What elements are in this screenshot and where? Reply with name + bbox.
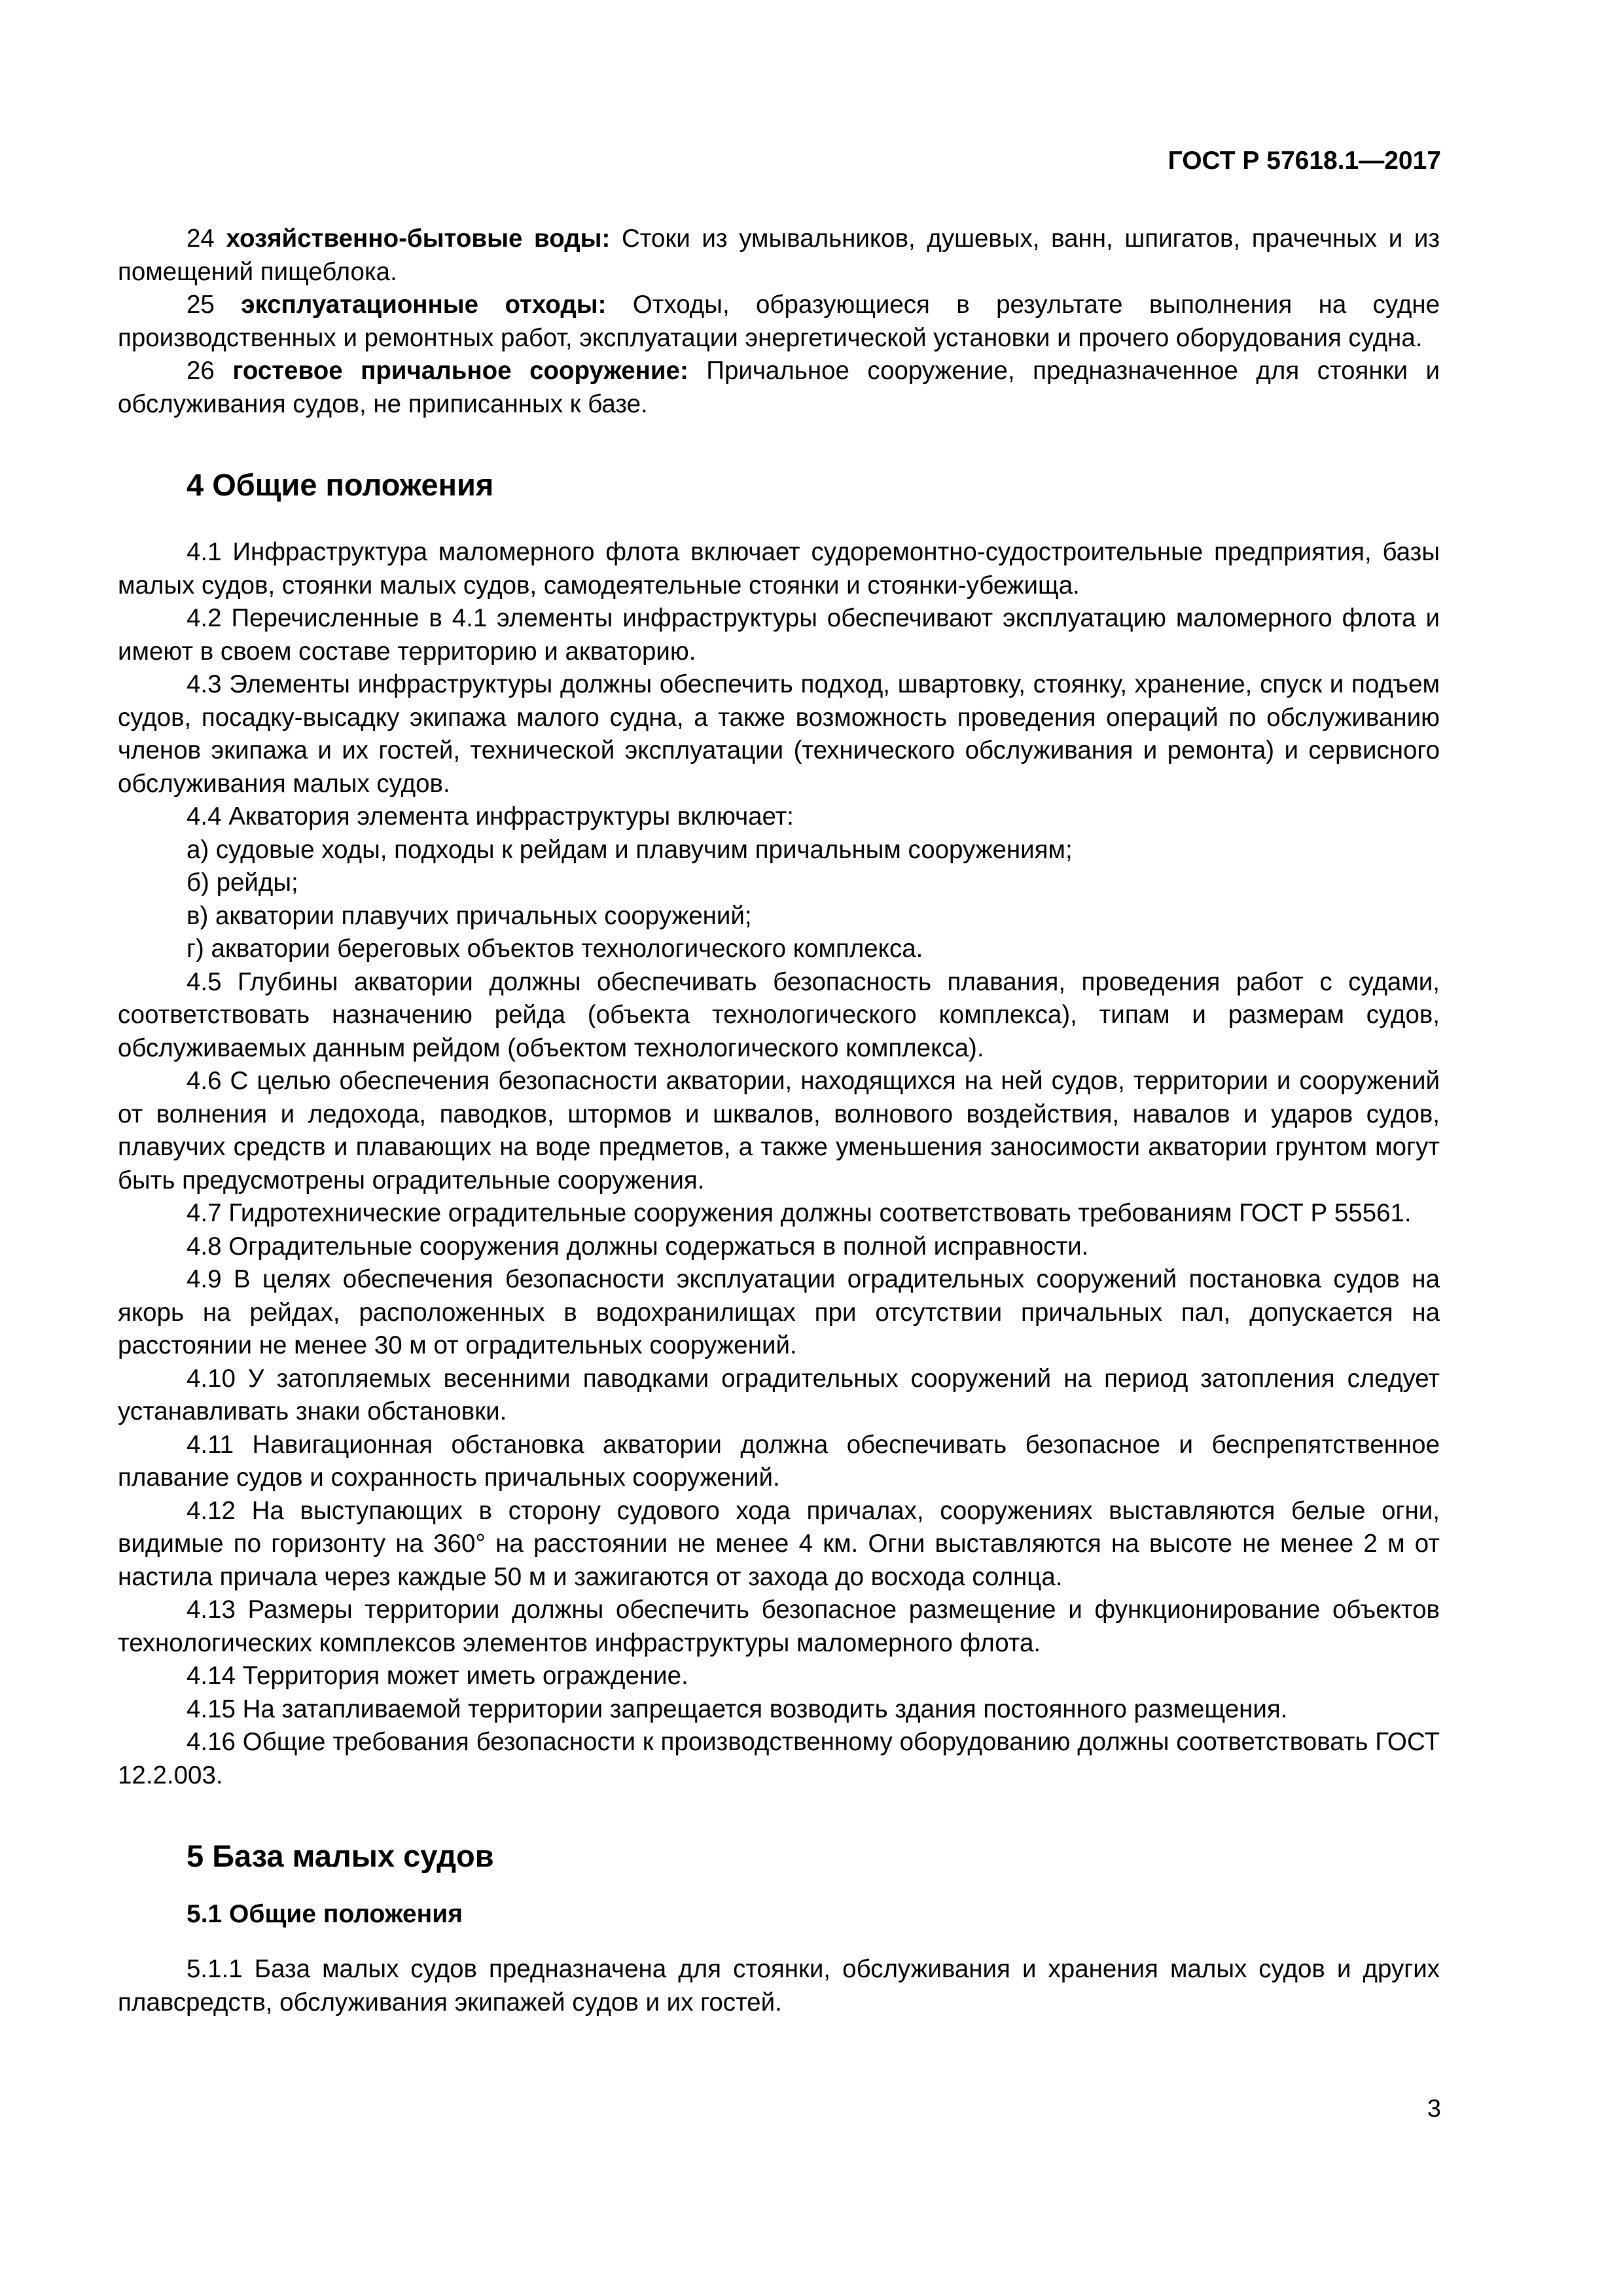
paragraph-4-9: 4.9 В целях обеспечения безопасности эксплуатации оградительных сооружений постановка судов на якорь на рейдах, расположенных в водохранилищах при отсутствии причальных пал, допускается на расстоянии не менее 30 м от оградительных сооружений. <box>118 1265 1440 1359</box>
definition-number: 25 <box>187 291 215 319</box>
definition-term: гостевое причальное сооружение: <box>232 357 688 385</box>
paragraph-4-3: 4.3 Элементы инфраструктуры должны обеспечить подход, швартовку, стоянку, хранение, спуск и подъем судов, посадку-высадку экипажа малого судна, а также возможность проведения операций по обслуживанию членов экипажа и их гостей, технической эксплуатации (технического обслуживания и ремонта) и сервисного обслуживания малых судов. <box>118 670 1440 798</box>
paragraph-5-1-1: 5.1.1 База малых судов предназначена для стоянки, обслуживания и хранения малых судов и других плавсредств, обслуживания экипажей судов и их гостей. <box>118 1955 1440 2017</box>
definition-number: 24 <box>187 224 215 253</box>
paragraph-4-7: 4.7 Гидротехнические оградительные сооружения должны соответствовать требованиям ГОСТ Р 55561. <box>187 1199 1412 1227</box>
definition-25 <box>118 289 1440 355</box>
list-item-b: б) рейды; <box>187 869 298 897</box>
paragraph-4-11: 4.11 Навигационная обстановка акватории должна обеспечивать безопасное и беспрепятственное плавание судов и сохранность причальных сооружений. <box>118 1430 1440 1492</box>
paragraph-4-14: 4.14 Территория может иметь ограждение. <box>187 1662 688 1690</box>
section-4-heading: 4 Общие положения <box>187 467 494 502</box>
definition-24 <box>118 223 1440 289</box>
definition-text: Причальное сооружение, предназначенное для стоянки и обслуживания судов, не приписанных к базе. <box>118 357 1440 418</box>
paragraph-4-8: 4.8 Оградительные сооружения должны содержаться в полной исправности. <box>187 1232 1089 1261</box>
list-item-a: а) судовые ходы, подходы к рейдам и плавучим причальным сооружениям; <box>187 835 1073 864</box>
definition-term: хозяйственно-бытовые воды: <box>226 224 611 253</box>
page-number: 3 <box>1427 2095 1441 2123</box>
list-item-v: в) акватории плавучих причальных сооружений; <box>187 901 752 930</box>
paragraph-4-5: 4.5 Глубины акватории должны обеспечивать безопасность плавания, проведения работ с судами, соответствовать назначению рейда (объекта технологического комплекса), типам и размерам судов, обслуживаемых данным рейдом (объектом технологического комплекса). <box>118 967 1440 1062</box>
definition-text: Отходы, образующиеся в результате выполнения на судне производственных и ремонтных работ, эксплуатации энергетической установки и прочего оборудования судна. <box>118 291 1440 352</box>
paragraph-4-12: 4.12 На выступающих в сторону судового хода причалах, сооружениях выставляются белые огни, видимые по горизонту на 360° на расстоянии не менее 4 км. Огни выставляются на высоте не менее 2 м от настила причала через каждые 50 м и зажигаются от захода до восхода солнца. <box>118 1496 1440 1591</box>
subsection-5-1-heading: 5.1 Общие положения <box>187 1900 463 1928</box>
definition-text: Стоки из умывальников, душевых, ванн, шпигатов, прачечных и из помещений пищеблока. <box>118 224 1440 286</box>
definition-number: 26 <box>187 357 215 385</box>
list-item-g: г) акватории береговых объектов технологического комплекса. <box>187 935 923 963</box>
paragraph-4-16: 4.16 Общие требования безопасности к производственному оборудованию должны соответствовать ГОСТ 12.2.003. <box>118 1728 1440 1789</box>
page-content <box>118 223 1440 2019</box>
paragraph-4-10: 4.10 У затопляемых весенними паводками оградительных сооружений на период затопления следует устанавливать знаки обстановки. <box>118 1364 1440 1426</box>
paragraph-4-2: 4.2 Перечисленные в 4.1 элементы инфраструктуры обеспечивают эксплуатацию маломерного флота и имеют в своем составе территорию и акваторию. <box>118 604 1440 666</box>
paragraph-4-13: 4.13 Размеры территории должны обеспечить безопасное размещение и функционирование объектов технологических комплексов элементов инфраструктуры маломерного флота. <box>118 1596 1440 1657</box>
paragraph-4-6: 4.6 С целью обеспечения безопасности акватории, находящихся на ней судов, территории и сооружений от волнения и ледохода, паводков, штормов и шквалов, волнового воздействия, навалов и ударов судов, плавучих средств и плавающих на воде предметов, а также уменьшения заносимости акватории грунтом могут быть предусмотрены оградительные сооружения. <box>118 1067 1440 1194</box>
paragraph-4-4: 4.4 Акватория элемента инфраструктуры включает: <box>187 802 794 831</box>
paragraph-4-1: 4.1 Инфраструктура маломерного флота включает судоремонтно-судостроительные предприятия, базы малых судов, стоянки малых судов, самодеятельные стоянки и стоянки-убежища. <box>118 538 1440 600</box>
paragraph-4-15: 4.15 На затапливаемой территории запрещается возводить здания постоянного размещения. <box>187 1695 1288 1723</box>
section-5-heading: 5 База малых судов <box>187 1839 494 1873</box>
definition-26 <box>118 355 1440 421</box>
definition-term: эксплуатационные отходы: <box>241 291 607 319</box>
standard-designation: ГОСТ Р 57618.1—2017 <box>1168 147 1441 175</box>
